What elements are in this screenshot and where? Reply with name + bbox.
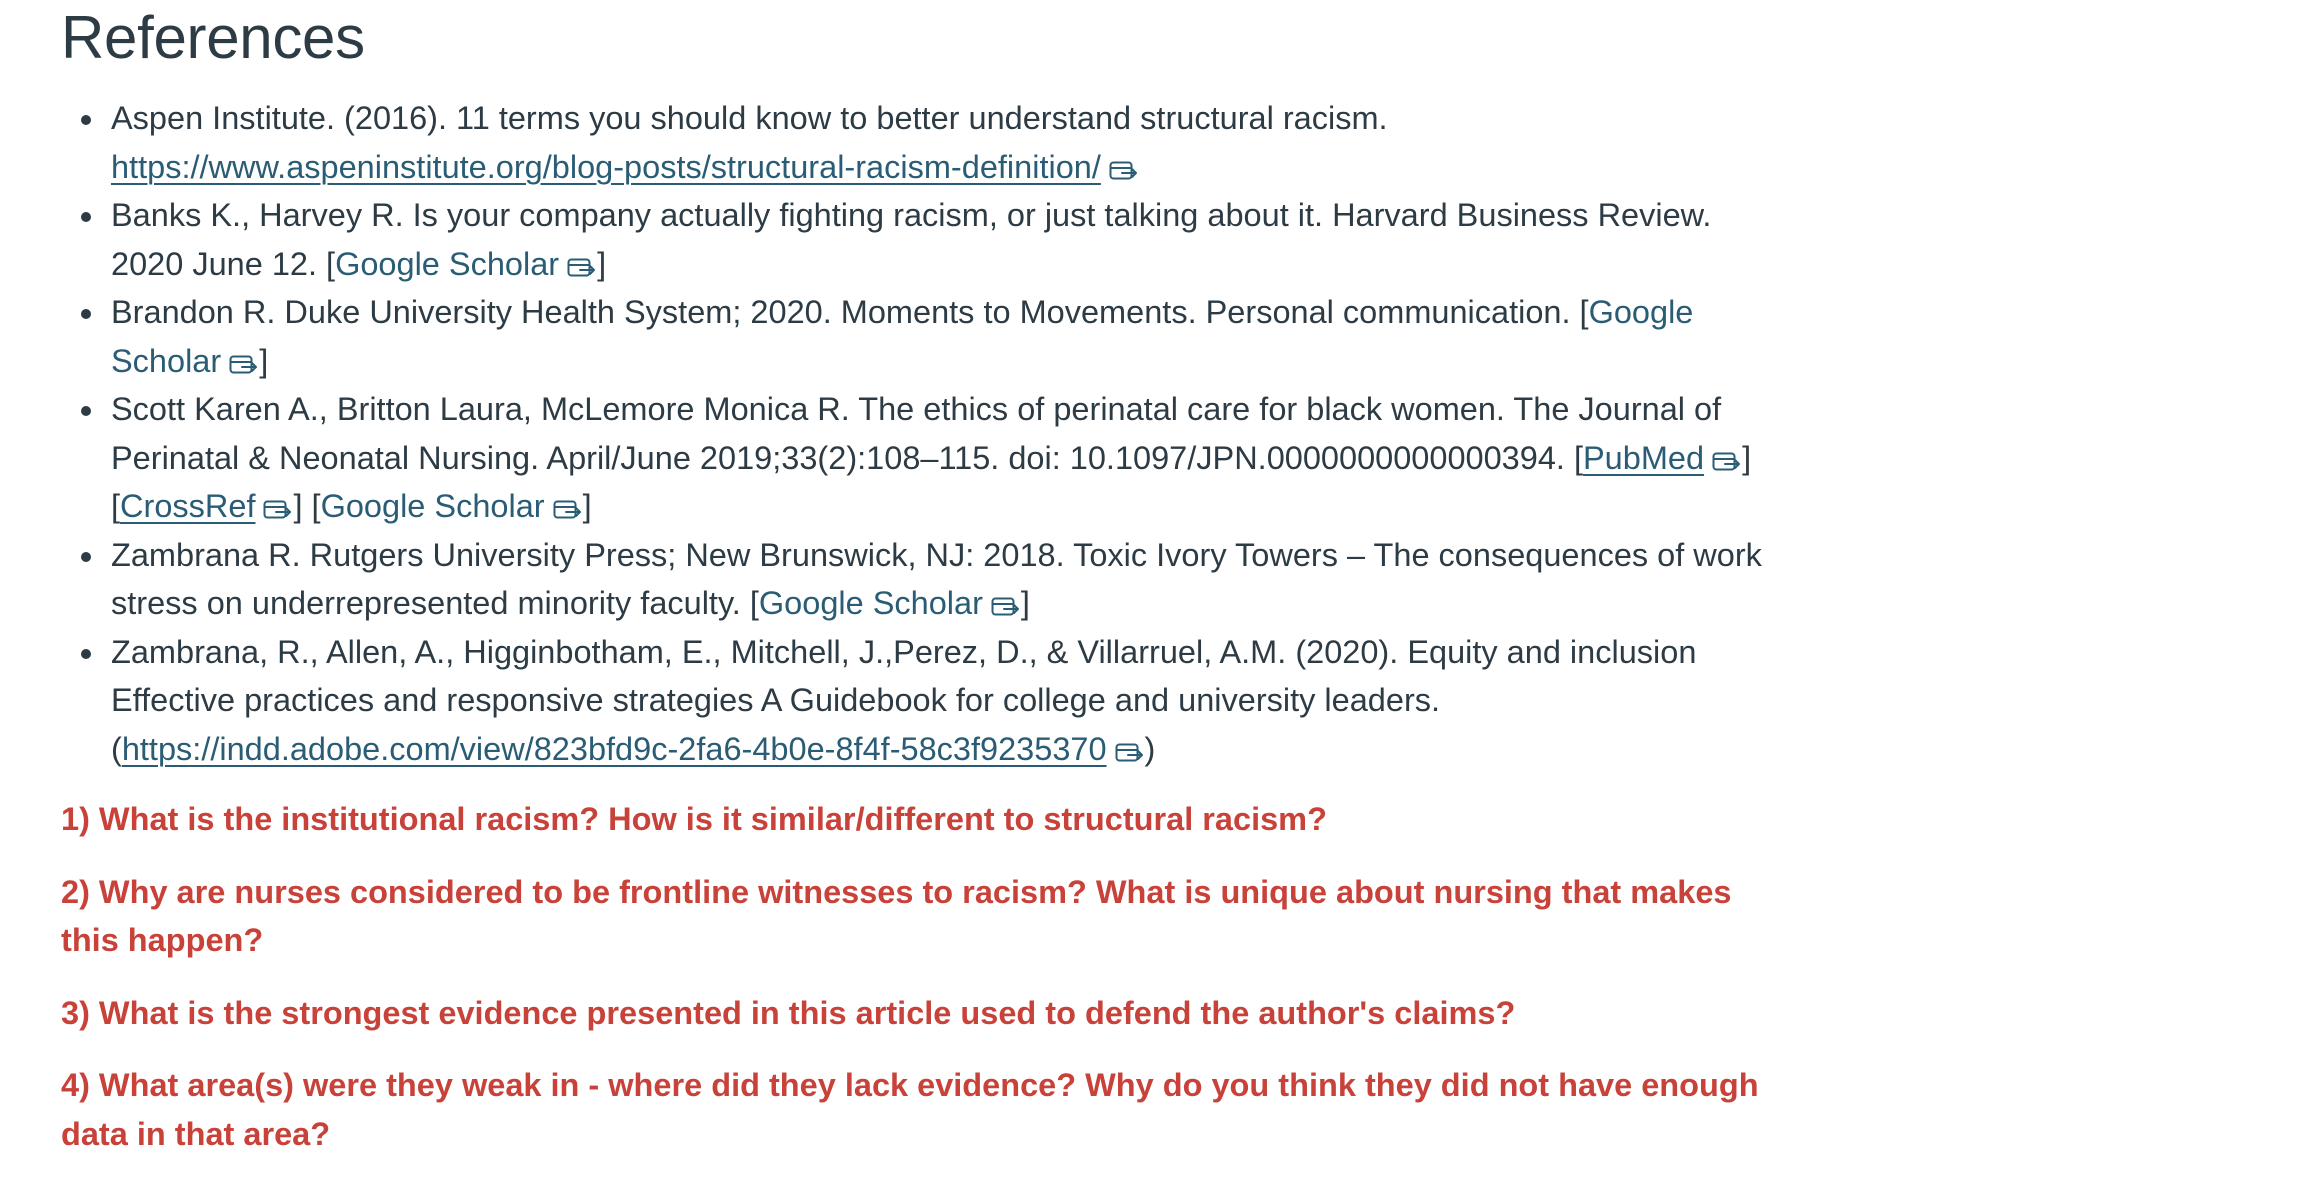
reference-item: [111, 191, 1781, 288]
google-scholar-link[interactable]: Google Scholar: [758, 585, 983, 621]
reference-bracket: ]: [597, 245, 607, 282]
external-link-icon: [1712, 449, 1742, 473]
question-3: 3) What is the strongest evidence presented in this article used to defend the author's claims?: [61, 994, 1516, 1031]
reference-text: Brandon R. Duke University Health System; 2020. Moments to Movements. Personal communication. [: [111, 294, 1589, 330]
references-list: [61, 94, 1781, 773]
external-link-icon: [567, 255, 597, 279]
reference-bracket: (: [111, 730, 122, 767]
reference-item: [111, 628, 1781, 774]
reference-bracket: ] [: [293, 488, 321, 524]
reference-text: Scott Karen A., Britton Laura, McLemore Monica R. The ethics of perinatal care for black women. The Journal of Perinatal & Neonatal Nursing. April/June 2019;33(2):108–115. doi: 10.1097/JPN.0000000000000394. [: [111, 391, 1722, 476]
external-link-icon: [553, 497, 583, 521]
discussion-questions: [61, 795, 1781, 1158]
reference-item: [111, 288, 1781, 385]
google-scholar-link[interactable]: Google Scholar: [320, 488, 545, 524]
reference-item: [111, 94, 1781, 191]
google-scholar-link[interactable]: Google Scholar: [111, 294, 1694, 379]
reference-text: Zambrana, R., Allen, A., Higginbotham, E., Mitchell, J.,Perez, D., & Villarruel, A.M. (2020). Equity and inclusion Effective practices and responsive strategies A Guidebook for college and university leaders.: [111, 633, 1697, 718]
reference-bracket: ]: [259, 342, 269, 379]
external-link-icon: [991, 594, 1021, 618]
google-scholar-link[interactable]: Google Scholar: [335, 245, 560, 282]
reference-bracket: ]: [582, 488, 592, 524]
reference-item: [111, 385, 1781, 531]
aspen-institute-link[interactable]: https://www.aspeninstitute.org/blog-posts/structural-racism-definition/: [111, 148, 1101, 185]
page-content: [61, 0, 1781, 1182]
reference-text: Aspen Institute. (2016). 11 terms you should know to better understand structural racism.: [111, 100, 1388, 136]
external-link-icon: [1115, 740, 1145, 764]
reference-bracket: ): [1144, 730, 1156, 767]
question-4: 4) What area(s) were they weak in - where did they lack evidence? Why do you think they did not have enough data in that area?: [61, 1067, 1759, 1152]
references-heading: References: [61, 4, 365, 71]
crossref-link[interactable]: CrossRef: [120, 488, 256, 524]
reference-bracket: ]: [1020, 585, 1030, 621]
reference-bracket: ] [: [111, 439, 1752, 524]
question-2: 2) Why are nurses considered to be frontline witnesses to racism? What is unique about nursing that makes this happen?: [61, 873, 1732, 958]
adobe-guidebook-link[interactable]: https://indd.adobe.com/view/823bfd9c-2fa6-4b0e-8f4f-58c3f9235370: [121, 730, 1107, 767]
pubmed-link[interactable]: PubMed: [1583, 439, 1705, 476]
question-1: 1) What is the institutional racism? How is it similar/different to structural racism?: [61, 801, 1327, 837]
external-link-icon: [1109, 158, 1139, 182]
reference-text: Zambrana R. Rutgers University Press; New Brunswick, NJ: 2018. Toxic Ivory Towers – The consequences of work stress on underrepresented minority faculty. [: [111, 536, 1762, 621]
external-link-icon: [263, 497, 293, 521]
reference-item: [111, 531, 1781, 628]
reference-text: Banks K., Harvey R. Is your company actually fighting racism, or just talking about it. Harvard Business Review. 2020 June 12. [: [111, 197, 1712, 282]
external-link-icon: [229, 352, 259, 376]
